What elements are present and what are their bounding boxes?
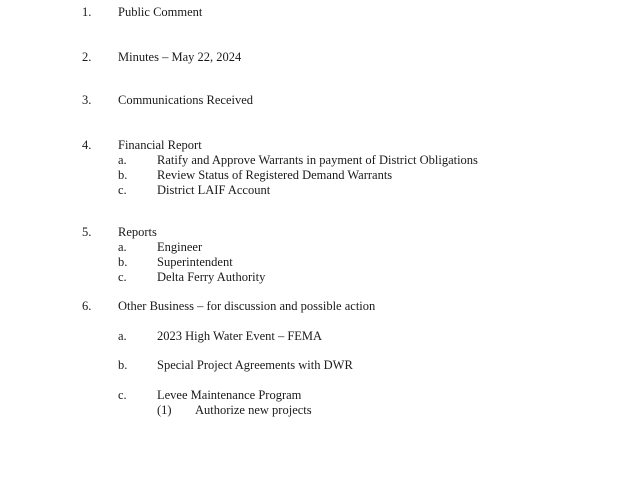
subitem-text: Superintendent — [157, 255, 233, 269]
subitem-letter: b. — [118, 168, 128, 182]
subitem-letter: c. — [118, 183, 127, 197]
subitem-letter: c. — [118, 388, 127, 402]
item-number: 4. — [82, 138, 92, 152]
subitem-letter: a. — [118, 240, 127, 254]
subitem-text: Levee Maintenance Program — [157, 388, 302, 402]
subitem-text: Engineer — [157, 240, 203, 254]
subitem-text: Ratify and Approve Warrants in payment of District Obligations — [157, 153, 478, 167]
subitem-letter: a. — [118, 329, 127, 343]
item-title: Minutes – May 22, 2024 — [118, 50, 242, 64]
subitem-letter: b. — [118, 255, 128, 269]
sub-subitem-text: Authorize new projects — [195, 403, 312, 417]
item-number: 6. — [82, 299, 92, 313]
subitem-text: 2023 High Water Event – FEMA — [157, 329, 323, 343]
subitem-letter: c. — [118, 270, 127, 284]
subitem-text: Review Status of Registered Demand Warrants — [157, 168, 393, 182]
item-number: 2. — [82, 50, 92, 64]
item-title: Public Comment — [118, 5, 203, 19]
item-title: Communications Received — [118, 93, 254, 107]
subitem-text: Delta Ferry Authority — [157, 270, 266, 284]
subitem-text: District LAIF Account — [157, 183, 271, 197]
sub-subitem-marker: (1) — [157, 403, 172, 417]
item-number: 3. — [82, 93, 92, 107]
item-title: Financial Report — [118, 138, 202, 152]
subitem-letter: b. — [118, 358, 128, 372]
subitem-text: Special Project Agreements with DWR — [157, 358, 353, 372]
item-title: Reports — [118, 225, 157, 239]
subitem-letter: a. — [118, 153, 127, 167]
item-number: 1. — [82, 5, 92, 19]
item-number: 5. — [82, 225, 92, 239]
item-title: Other Business – for discussion and possible action — [118, 299, 376, 313]
